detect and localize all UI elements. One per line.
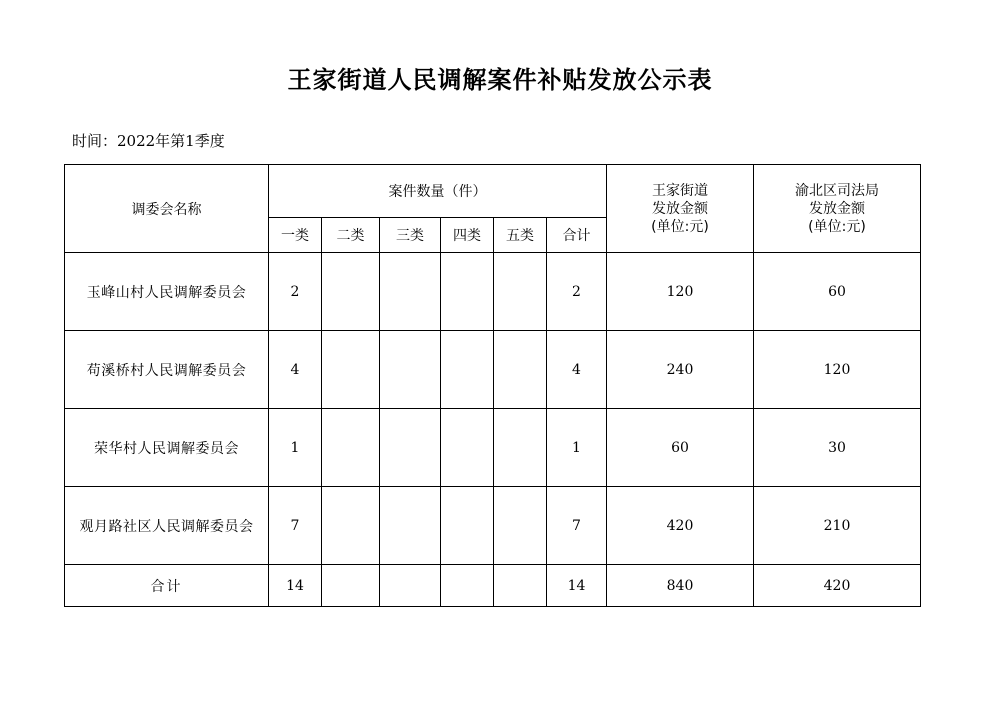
cell-c4 [441, 253, 494, 331]
cell-district-amount: 30 [754, 409, 921, 487]
category-header: 四类 [441, 218, 494, 253]
cell-c3 [380, 331, 441, 409]
subsidy-table [64, 164, 921, 607]
total-c5 [494, 565, 547, 607]
street-amount-header-line2: 发放金额 [652, 200, 708, 217]
cell-c1: 2 [269, 253, 322, 331]
cell-total: 7 [547, 487, 607, 565]
cell-c1: 7 [269, 487, 322, 565]
category-header: 三类 [380, 218, 441, 253]
cell-c3 [380, 487, 441, 565]
cell-district-amount: 120 [754, 331, 921, 409]
header-row [65, 165, 921, 218]
total-count: 14 [547, 565, 607, 607]
district-amount-header [754, 165, 921, 253]
cell-total: 2 [547, 253, 607, 331]
period-label: 时间：2022年第1季度 [72, 132, 225, 150]
cell-street-amount: 240 [607, 331, 754, 409]
cell-street-amount: 120 [607, 253, 754, 331]
table-row [65, 331, 921, 409]
cell-c5 [494, 253, 547, 331]
cell-c5 [494, 331, 547, 409]
cell-c2 [322, 253, 380, 331]
district-amount-header-line1: 渝北区司法局 [795, 182, 879, 199]
committee-name-header: 调委会名称 [65, 165, 269, 253]
district-amount-header-line2: 发放金额 [809, 200, 865, 217]
total-label: 合计 [65, 565, 269, 607]
cell-c1: 1 [269, 409, 322, 487]
category-header: 一类 [269, 218, 322, 253]
cell-district-amount: 210 [754, 487, 921, 565]
cell-total: 1 [547, 409, 607, 487]
committee-name: 玉峰山村人民调解委员会 [65, 253, 269, 331]
committee-name: 苟溪桥村人民调解委员会 [65, 331, 269, 409]
cell-c2 [322, 487, 380, 565]
cell-c5 [494, 409, 547, 487]
case-count-header: 案件数量（件） [269, 165, 607, 218]
cell-c3 [380, 253, 441, 331]
cell-district-amount: 60 [754, 253, 921, 331]
category-header: 合计 [547, 218, 607, 253]
street-amount-header-line1: 王家街道 [652, 182, 708, 199]
table-row [65, 253, 921, 331]
cell-c4 [441, 331, 494, 409]
committee-name: 荣华村人民调解委员会 [65, 409, 269, 487]
cell-c1: 4 [269, 331, 322, 409]
committee-name: 观月路社区人民调解委员会 [65, 487, 269, 565]
cell-c5 [494, 487, 547, 565]
total-district-amount: 420 [754, 565, 921, 607]
district-amount-header-line3: (单位:元) [808, 218, 866, 235]
total-c2 [322, 565, 380, 607]
cell-c4 [441, 487, 494, 565]
street-amount-header [607, 165, 754, 253]
total-c3 [380, 565, 441, 607]
street-amount-header-line3: (单位:元) [651, 218, 709, 235]
table-row [65, 409, 921, 487]
total-row [65, 565, 921, 607]
cell-c2 [322, 409, 380, 487]
category-header: 五类 [494, 218, 547, 253]
table-row [65, 487, 921, 565]
cell-c3 [380, 409, 441, 487]
cell-c2 [322, 331, 380, 409]
page-title: 王家街道人民调解案件补贴发放公示表 [287, 66, 713, 94]
total-street-amount: 840 [607, 565, 754, 607]
total-c1: 14 [269, 565, 322, 607]
cell-total: 4 [547, 331, 607, 409]
cell-street-amount: 60 [607, 409, 754, 487]
total-c4 [441, 565, 494, 607]
cell-c4 [441, 409, 494, 487]
category-header: 二类 [322, 218, 380, 253]
cell-street-amount: 420 [607, 487, 754, 565]
